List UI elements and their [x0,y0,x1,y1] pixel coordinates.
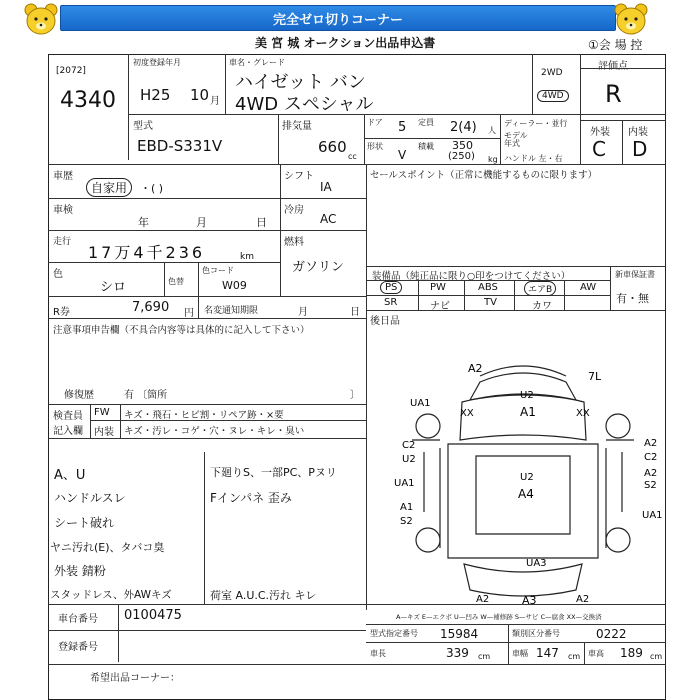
fuel-label: 燃料 [284,237,304,248]
drive-2wd: 2WD [541,68,563,78]
car-number-value: 0100475 [124,608,182,623]
handle-label: ハンドル 左・右 [504,154,563,163]
usage-value: 自家用 [86,178,132,197]
equip-sr: SR [384,297,398,308]
car-number-label: 車台番号 [58,614,98,625]
length-value: 339 [446,646,469,660]
diagram-mark-11: C2 [644,452,658,463]
sales-point-label: セールスポイント（正常に機能するものに限ります） [370,170,598,181]
repair-close: 〕 [350,390,360,401]
diagram-mark-8: C2 [402,440,416,451]
shift-value: IA [320,180,332,194]
comment-left-3: シート破れ [54,516,115,530]
model-value: EBD-S331V [137,137,223,155]
inspector-row2: キズ・汚レ・コゲ・穴・ヌレ・キレ・臭い [124,426,305,437]
certificate-label: 型式指定番号 [370,629,418,638]
desired-corner-label: 希望出品コーナー： [90,673,180,684]
inspection-month: 月 [196,216,207,229]
equip-ps: PS [380,281,402,294]
vehicle-name-line2: 4WD スペシャル [235,94,374,115]
comment-left-2: ハンドルスレ [54,491,126,505]
grade-label: 評価点 [598,61,628,72]
banner-title: 完全ゼロ切りコーナー [60,5,616,31]
venue-copy-label: ①会 場 控 [588,38,643,52]
interior-grade: D [632,137,648,161]
inspection-day: 日 [256,216,267,229]
recycle-label: R券 [53,307,70,318]
recycle-value: 7,690 [132,300,170,315]
transfer-label: 名変通知期限 [204,306,259,316]
comment-left-5: 外装 錆粉 [54,564,106,578]
capacity-label: 定員 [418,118,434,127]
registration-month-unit: 月 [210,96,220,107]
diagram-mark-4: XX [460,408,474,419]
diagram-mark-5: U2 [520,390,534,401]
usage-label: 車歴 [53,171,73,182]
repair-label: 修復歴 [64,390,94,401]
fuel-value: ガソリン [292,260,345,275]
comment-right-1: 下廻りS、一部PC、Pヌリ [210,466,337,479]
height-unit: cm [650,652,663,661]
diagram-mark-16: S2 [644,480,657,491]
notes-label: 注意事項申告欄（不具合内容等は具体的に記入して下さい） [53,325,310,336]
rear-seat-label: 後日品 [370,316,400,327]
equip-abs: ABS [478,282,498,293]
diagram-mark-22: A3 [522,594,537,607]
diagram-mark-19: UA1 [642,510,663,521]
height-label: 車高 [588,649,604,658]
load-unit: kg [488,155,498,164]
equip-pw: PW [430,282,446,293]
color-label: 色 [53,269,63,280]
drive-4wd: 4WD [537,90,569,102]
width-label: 車幅 [512,649,528,658]
length-unit: cm [478,652,491,661]
inspector-row2-head: 内装 [94,427,114,438]
equipment-label: 装備品（純正品に限り○印をつけてください） [372,271,571,282]
exterior-grade: C [592,137,606,161]
diagram-mark-1: A2 [468,362,483,375]
lot-number: 4340 [60,88,116,113]
comment-right-6: 荷室 A.U.C.汚れ キレ [210,589,317,602]
color-code: W09 [222,279,247,292]
displacement-unit: cc [348,152,357,161]
repair-value: 有 〔箇所 [124,390,168,401]
equip-navi: ナビ [430,301,450,312]
comment-left-6: スタッドレス、外AWキズ [50,589,172,601]
dealer-label: ディーラー・並行 [504,119,568,128]
length-label: 車長 [370,649,386,658]
displacement-value: 660 [318,138,347,156]
vehicle-damage-diagram [380,352,666,608]
usage-other: ・( ) [140,182,164,195]
diagram-mark-12: UA1 [394,478,415,489]
certificate-value: 15984 [440,627,479,641]
diagram-mark-2: 7L [588,370,602,383]
inspector-row1: キズ・飛石・ヒビ割・リペア跡・×要 [124,410,284,421]
registration-label: 初度登録年月 [133,58,181,67]
mascot-bear-right-icon [612,2,650,38]
inspection-year: 年 [138,216,149,229]
registration-month: 10 [190,86,210,104]
warranty-value: 有・無 [616,292,649,305]
diagram-mark-3: UA1 [410,398,431,409]
grade-value: R [605,80,622,108]
equip-airbag: エアB [524,281,556,296]
lot-code: [2072] [56,66,86,76]
load-value: 350 [452,139,473,152]
diagram-mark-14: A4 [518,487,534,501]
mileage-unit: km [240,252,254,262]
diagram-mark-20: UA3 [526,558,547,569]
diagram-mark-9: A2 [644,438,658,449]
diagram-mark-15: A2 [644,468,658,479]
color-change-label: 色替 [168,277,184,286]
category-value: 0222 [596,627,627,641]
aircon-label: 冷房 [284,205,304,216]
comment-left-1: A、U [54,468,86,483]
shape-label: 形状 [367,142,383,151]
model-label: 型式 [133,121,153,132]
capacity-unit: 人 [488,126,496,135]
color-value: シロ [100,280,127,295]
inspector-label-1: 検査員 [53,411,83,422]
shift-label: シフト [284,171,314,182]
doors-label: ドア [367,118,383,127]
inspector-row1-head: FW [94,407,110,418]
transfer-month: 月 [298,307,308,318]
model-year-label: モデル年式 [504,131,528,148]
width-value: 147 [536,646,559,660]
diagram-mark-13: U2 [520,472,534,483]
shape-value: V [398,148,407,162]
inspection-label: 車検 [53,205,73,216]
diagram-mark-18: S2 [400,516,413,527]
diagram-mark-10: U2 [402,454,416,465]
interior-label: 内装 [628,127,648,138]
comment-right-2: Fインパネ 歪み [210,491,292,505]
capacity-value: 2(4) [450,120,477,135]
diagram-mark-23: A2 [576,594,590,605]
comment-left-4: ヤニ汚れ(E)、タバコ臭 [50,541,165,554]
registration-year: H25 [140,86,171,104]
mileage-value: 17万4千236 [88,243,206,262]
category-label: 類別区分番号 [512,629,560,638]
width-unit: cm [568,652,581,661]
diagram-mark-21: A2 [476,594,490,605]
equip-leather: カワ [532,301,552,312]
transfer-day: 日 [350,307,360,318]
height-value: 189 [620,646,643,660]
recycle-unit: 円 [184,308,194,319]
mileage-label: 走行 [53,237,72,247]
diagram-mark-6: A1 [520,405,536,419]
exterior-label: 外装 [590,127,610,138]
aircon-value: AC [320,212,337,226]
color-code-label: 色コード [202,266,234,275]
diagram-mark-7: XX [576,408,590,419]
auction-header: 美 宮 城 オークション出品申込書 [255,36,436,50]
vehicle-name-label: 車名・グレード [229,58,285,67]
reg-number-label: 登録番号 [58,642,98,653]
mascot-bear-left-icon [22,2,60,38]
load-label: 積載 [418,142,434,151]
load-value-2: (250) [448,151,475,162]
warranty-label: 新車保証書 [615,270,655,279]
equip-tv: TV [484,297,497,308]
inspector-label-2: 記入欄 [53,426,83,437]
diagram-mark-17: A1 [400,502,414,513]
doors-value: 5 [398,120,407,135]
displacement-label: 排気量 [282,121,312,132]
vehicle-name-line1: ハイゼット バン [235,72,366,93]
damage-legend: A—キズ E—エクボ U—凹み W—補修跡 S—サビ C—腐食 XX—交換済 [396,613,602,621]
equip-aw: AW [580,282,597,293]
